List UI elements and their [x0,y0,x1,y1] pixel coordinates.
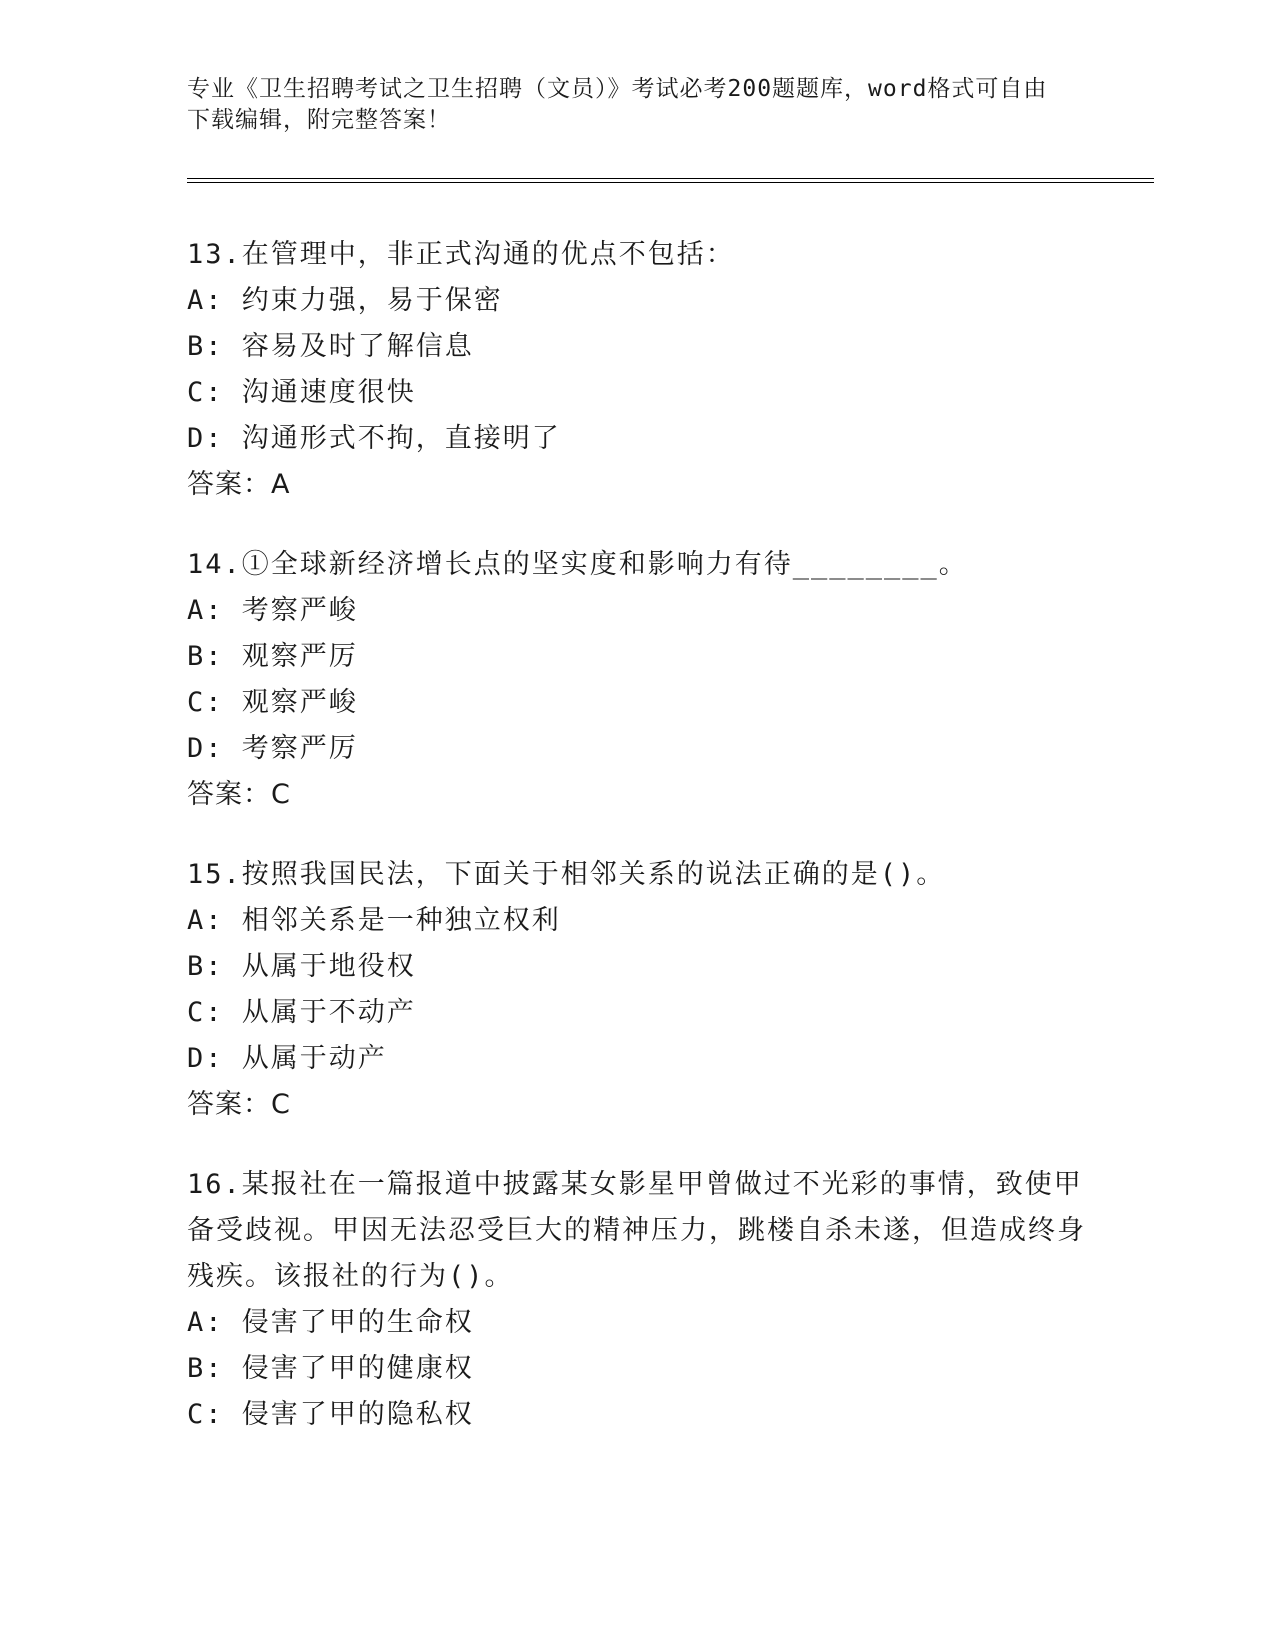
question-stem: 14.①全球新经济增长点的坚实度和影响力有待________。 [187,549,968,580]
option-b: B: 容易及时了解信息 [187,331,474,362]
question-13 [187,232,1087,508]
question-list [187,232,1087,1472]
answer-label: 答案： [187,779,271,810]
question-16 [187,1162,1087,1438]
header-divider-top [187,178,1154,179]
option-c: C: 观察严峻 [187,687,358,718]
answer-line [187,1082,1087,1128]
option-b: B: 从属于地役权 [187,951,416,982]
option-c: C: 沟通速度很快 [187,377,416,408]
question-stem: 16.某报社在一篇报道中披露某女影星甲曾做过不光彩的事情，致使甲备受歧视。甲因无法忍受巨大的精神压力，跳楼自杀未遂，但造成终身残疾。该报社的行为()。 [187,1169,1086,1292]
option-d: D: 考察严厉 [187,733,358,764]
question-15 [187,852,1087,1128]
option-a: A: 侵害了甲的生命权 [187,1307,474,1338]
answer-value: C [271,779,290,810]
option-d: D: 沟通形式不拘，直接明了 [187,423,561,454]
option-b: B: 侵害了甲的健康权 [187,1353,474,1384]
header-divider-bottom [187,182,1154,183]
question-stem: 15.按照我国民法，下面关于相邻关系的说法正确的是()。 [187,859,946,890]
answer-label: 答案： [187,469,271,500]
answer-value: A [271,469,290,500]
option-d: D: 从属于动产 [187,1043,387,1074]
answer-label: 答案： [187,1089,271,1120]
option-a: A: 约束力强，易于保密 [187,285,503,316]
option-a: A: 考察严峻 [187,595,358,626]
option-a: A: 相邻关系是一种独立权利 [187,905,561,936]
answer-line [187,462,1087,508]
answer-value: C [271,1089,290,1120]
option-c: C: 侵害了甲的隐私权 [187,1399,474,1430]
question-14 [187,542,1087,818]
document-intro: 专业《卫生招聘考试之卫生招聘（文员）》考试必考200题题库，word格式可自由下载编辑，附完整答案！ [187,76,1048,133]
option-c: C: 从属于不动产 [187,997,416,1028]
answer-line [187,772,1087,818]
question-stem: 13.在管理中，非正式沟通的优点不包括： [187,239,735,270]
option-b: B: 观察严厉 [187,641,358,672]
